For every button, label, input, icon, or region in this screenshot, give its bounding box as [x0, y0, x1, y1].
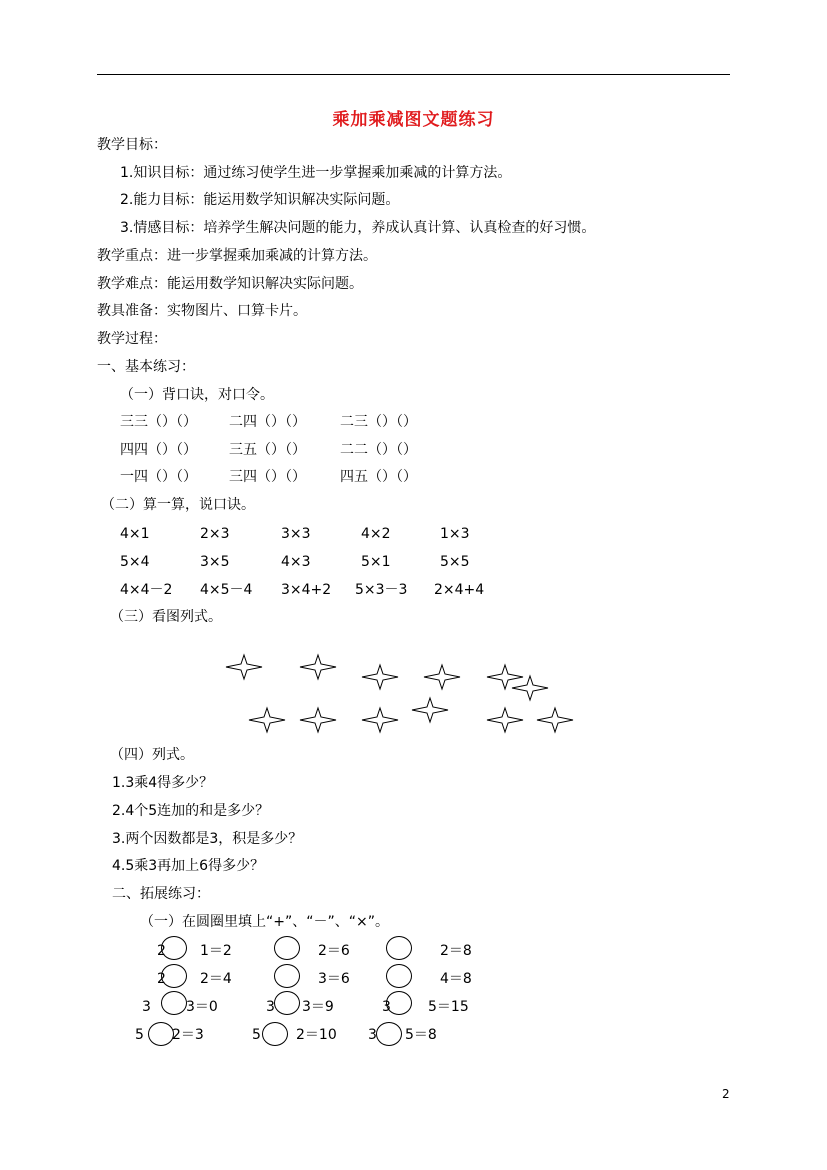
- kouju-cell: 三三（）（）: [120, 414, 197, 430]
- fill-number: 2: [157, 943, 166, 959]
- fill-equation: 3＝6: [318, 971, 350, 987]
- fill-number: 3: [266, 999, 275, 1015]
- kouju-cell: 三四（）（）: [229, 469, 306, 485]
- fill-equation: 4＝8: [440, 971, 472, 987]
- answer-circle[interactable]: [148, 1022, 174, 1046]
- calc-cell: 3×5: [200, 554, 230, 570]
- fill-number: 3: [142, 999, 151, 1015]
- fill-equation: 3＝9: [302, 999, 334, 1015]
- part-4-heading: （四）列式。: [110, 747, 194, 763]
- star-icon: [487, 665, 523, 689]
- key-point: 教学重点：进一步掌握乘加乘减的计算方法。: [97, 248, 377, 264]
- calc-cell: 5×5: [440, 554, 470, 570]
- question-4: 4.5乘3再加上6得多少？: [112, 858, 265, 874]
- fill-equation: 2＝10: [296, 1027, 337, 1043]
- star-icon: [487, 708, 523, 732]
- calc-cell: 5×4: [120, 554, 150, 570]
- answer-circle[interactable]: [274, 964, 300, 988]
- star-icon: [300, 708, 336, 732]
- answer-circle[interactable]: [161, 991, 187, 1015]
- answer-circle[interactable]: [386, 964, 412, 988]
- tools: 教具准备：实物图片、口算卡片。: [97, 303, 307, 319]
- goal-3: 3.情感目标：培养学生解决问题的能力，养成认真计算、认真检查的好习惯。: [120, 220, 596, 236]
- answer-circle[interactable]: [161, 936, 187, 960]
- fill-number: 3: [382, 999, 391, 1015]
- calc-cell: 4×1: [120, 526, 150, 542]
- question-1: 1.3乘4得多少？: [112, 775, 214, 791]
- fill-number: 3: [368, 1027, 377, 1043]
- star-icon: [537, 708, 573, 732]
- section-2-heading: 二、拓展练习：: [112, 886, 210, 902]
- fill-number: 5: [252, 1027, 261, 1043]
- star-icon: [300, 655, 336, 679]
- calc-cell: 4×5－4: [200, 582, 253, 598]
- part-3-heading: （三）看图列式。: [110, 609, 222, 625]
- star-icon: [512, 676, 548, 700]
- calc-cell: 1×3: [440, 526, 470, 542]
- fill-equation: 5＝15: [428, 999, 469, 1015]
- calc-cell: 3×3: [281, 526, 311, 542]
- answer-circle[interactable]: [376, 1022, 402, 1046]
- fill-equation: 1＝2: [200, 943, 232, 959]
- fill-equation: 2＝6: [318, 943, 350, 959]
- kouju-cell: 二四（）（）: [229, 414, 306, 430]
- process-heading: 教学过程：: [97, 331, 167, 347]
- star-icon: [362, 665, 398, 689]
- calc-cell: 5×1: [361, 554, 391, 570]
- part-1-heading: （一）背口诀，对口令。: [120, 387, 274, 403]
- difficulty: 教学难点：能运用数学知识解决实际问题。: [97, 276, 363, 292]
- answer-circle[interactable]: [274, 936, 300, 960]
- kouju-cell: 四五（）（）: [340, 469, 417, 485]
- calc-cell: 2×3: [200, 526, 230, 542]
- calc-cell: 2×4+4: [434, 582, 485, 598]
- page-number: 2: [722, 1087, 730, 1101]
- calc-cell: 4×3: [281, 554, 311, 570]
- answer-circle[interactable]: [262, 1022, 288, 1046]
- calc-cell: 5×3－3: [355, 582, 408, 598]
- star-icon: [249, 708, 285, 732]
- goal-1: 1.知识目标：通过练习使学生进一步掌握乘加乘减的计算方法。: [120, 165, 512, 181]
- kouju-cell: 三五（）（）: [229, 442, 306, 458]
- calc-cell: 3×4+2: [281, 582, 332, 598]
- star-icon: [226, 655, 262, 679]
- kouju-cell: 二三（）（）: [340, 414, 417, 430]
- fill-equation: 2＝8: [440, 943, 472, 959]
- answer-circle[interactable]: [274, 991, 300, 1015]
- calc-cell: 4×2: [361, 526, 391, 542]
- calc-cell: 4×4－2: [120, 582, 173, 598]
- star-icon: [362, 708, 398, 732]
- fill-equation: 3＝0: [186, 999, 218, 1015]
- answer-circle[interactable]: [386, 991, 412, 1015]
- extension-1-heading: （一）在圆圈里填上“+”、“－”、“×”。: [140, 914, 389, 930]
- fill-equation: 5＝8: [405, 1027, 437, 1043]
- answer-circle[interactable]: [161, 964, 187, 988]
- kouju-cell: 二二（）（）: [340, 442, 417, 458]
- part-2-heading: （二）算一算，说口诀。: [101, 497, 255, 513]
- page-title: 乘加乘减图文题练习: [332, 110, 495, 130]
- answer-circle[interactable]: [386, 936, 412, 960]
- fill-equation: 2＝3: [172, 1027, 204, 1043]
- star-icon: [412, 698, 448, 722]
- star-icon: [424, 665, 460, 689]
- goals-heading: 教学目标：: [97, 137, 167, 153]
- fill-number: 2: [157, 971, 166, 987]
- goal-2: 2.能力目标：能运用数学知识解决实际问题。: [120, 192, 400, 208]
- fill-number: 5: [135, 1027, 144, 1043]
- question-3: 3.两个因数都是3，积是多少？: [112, 831, 303, 847]
- fill-equation: 2＝4: [200, 971, 232, 987]
- question-2: 2.4个5连加的和是多少？: [112, 803, 270, 819]
- kouju-cell: 一四（）（）: [120, 469, 197, 485]
- kouju-cell: 四四（）（）: [120, 442, 197, 458]
- section-1-heading: 一、基本练习：: [97, 359, 195, 375]
